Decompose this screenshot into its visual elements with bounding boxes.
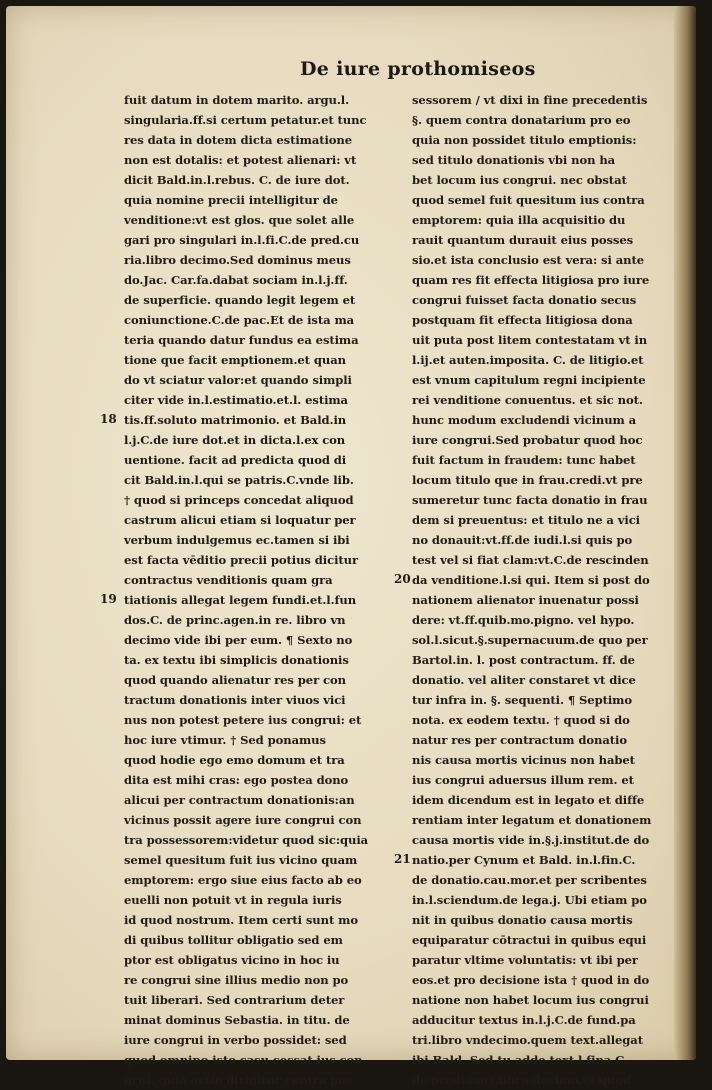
text-line: ibi Bald. Sed tu adde text.l.fina.C. — [412, 1053, 629, 1067]
text-line: equiparatur cōtractui in quibus equi — [412, 933, 647, 947]
margin-number: 18 — [100, 412, 117, 426]
text-line: dere: vt.ff.quib.mo.pigno. vel hypo. — [412, 613, 635, 627]
text-line: natione non habet locum ius congrui — [412, 993, 649, 1007]
text-line: paratur vltime voluntatis: vt ibi per — [412, 953, 638, 967]
text-line: tri.libro vndecimo.quem text.allegat — [412, 1033, 643, 1047]
text-line: tiationis allegat legem fundi.et.l.fun — [124, 593, 357, 607]
text-line: grui: quia actio dirigitur contra pos — [124, 1073, 353, 1087]
running-header: De iure prothomiseos — [300, 58, 536, 80]
text-line: sol.l.sicut.§.supernacuum.de quo per — [412, 633, 648, 647]
text-line: id quod nostrum. Item certi sunt mo — [124, 913, 358, 927]
text-line: l.ij.et auten.imposita. C. de litigio.et — [412, 353, 644, 367]
text-line: quod semel fuit quesitum ius contra — [412, 193, 645, 207]
text-line: decimo vide ibi per eum. ¶ Sexto no — [124, 633, 353, 647]
text-line: postquam fit effecta litigiosa dona — [412, 313, 633, 327]
text-line: minat dominus Sebastia. in titu. de — [124, 1013, 350, 1027]
text-line: singularia.ff.si certum petatur.et tunc — [124, 113, 367, 127]
text-line: uit puta post litem contestatam vt in — [412, 333, 648, 347]
text-line: gari pro singulari in.l.fi.C.de pred.cu — [124, 233, 360, 247]
text-line: tra possessorem:videtur quod sic:quia — [124, 833, 369, 847]
text-line: quod omnino isto casu cessat ius con — [124, 1053, 363, 1067]
margin-number: 21 — [394, 852, 411, 866]
text-line: nationem alienator inuenatur possi — [412, 593, 639, 607]
text-line: cit Bald.in.l.qui se patris.C.vnde lib. — [124, 473, 354, 487]
text-line: do.Jac. Car.fa.dabat sociam in.l.j.ff. — [124, 273, 348, 287]
text-line: contractus venditionis quam gra — [124, 573, 333, 587]
right-text-column — [412, 90, 684, 1090]
text-line: Bartol.in. l. post contractum. ff. de — [412, 653, 635, 667]
text-line: dem si preuentus: et titulo ne a vici — [412, 513, 640, 527]
text-line: tur infra in. §. sequenti. ¶ Septimo — [412, 693, 632, 707]
text-line: l.j.C.de iure dot.et in dicta.l.ex con — [124, 433, 346, 447]
text-line: adducitur textus in.l.j.C.de fund.pa — [412, 1013, 636, 1027]
text-line: congrui fuisset facta donatio secus — [412, 293, 637, 307]
text-line: natio.per Cynum et Bald. in.l.fin.C. — [412, 853, 636, 867]
text-line: §. quem contra donatarium pro eo — [412, 113, 631, 127]
text-line: † quod si princeps concedat aliquod — [124, 493, 354, 507]
text-line: bet locum ius congrui. nec obstat — [412, 173, 627, 187]
text-line: fuit datum in dotem marito. argu.l. — [124, 93, 350, 107]
text-line: tis.ff.soluto matrimonio. et Bald.in — [124, 413, 347, 427]
text-line: de donatio.cau.mor.et per scribentes — [412, 873, 647, 887]
text-line: iure congrui in verbo possidet: sed — [124, 1033, 347, 1047]
text-line: non est dotalis: et potest alienari: vt — [124, 153, 357, 167]
text-line: ria.libro decimo.Sed dominus meus — [124, 253, 351, 267]
text-line: ius congrui aduersus illum rem. et — [412, 773, 634, 787]
text-line: sumeretur tunc facta donatio in frau — [412, 493, 648, 507]
text-line: castrum alicui etiam si loquatur per — [124, 513, 356, 527]
margin-number: 20 — [394, 572, 411, 586]
text-line: iure congrui.Sed probatur quod hoc — [412, 433, 643, 447]
text-line: nis causa mortis vicinus non habet — [412, 753, 635, 767]
text-line: verbum indulgemus ec.tamen si ibi — [124, 533, 350, 547]
text-line: venditione:vt est glos. que solet alle — [124, 213, 355, 227]
text-line: sessorem / vt dixi in fine precedentis — [412, 93, 648, 107]
text-line: coniunctione.C.de pac.Et de ista ma — [124, 313, 355, 327]
text-line: est facta vēditio precii potius dicitur — [124, 553, 358, 567]
text-line: est vnum capitulum regni incipiente — [412, 373, 646, 387]
text-line: uentione. facit ad predicta quod di — [124, 453, 347, 467]
text-line: res data in dotem dicta estimatione — [124, 133, 353, 147]
text-line: ptor est obligatus vicino in hoc iu — [124, 953, 340, 967]
text-line: donatio. vel aliter constaret vt dice — [412, 673, 636, 687]
text-line: quia non possidet titulo emptionis: — [412, 133, 637, 147]
text-line: do vt sciatur valor:et quando simpli — [124, 373, 352, 387]
text-line: nota. ex eodem textu. † quod si do — [412, 713, 630, 727]
text-line: hunc modum excludendi vicinum a — [412, 413, 637, 427]
text-line: nus non potest petere ius congrui: et — [124, 713, 362, 727]
text-line: dicit Bald.in.l.rebus. C. de iure dot. — [124, 173, 350, 187]
text-line: semel quesitum fuit ius vicino quam — [124, 853, 358, 867]
text-line: emptorem: ergo siue eius facto ab eo — [124, 873, 362, 887]
text-line: teria quando datur fundus ea estima — [124, 333, 359, 347]
text-line: da venditione.l.si qui. Item si post do — [412, 573, 650, 587]
text-line: eos.et pro decisione ista † quod in do — [412, 973, 650, 987]
text-line: re congrui sine illius medio non po — [124, 973, 349, 987]
text-line: vicinus possit agere iure congrui con — [124, 813, 362, 827]
text-line: alicui per contractum donationis:an — [124, 793, 355, 807]
text-line: rauit quantum durauit eius posses — [412, 233, 634, 247]
text-line: emptorem: quia illa acquisitio du — [412, 213, 626, 227]
text-line: no donauit:vt.ff.de iudi.l.si quis po — [412, 533, 633, 547]
text-line: nit in quibus donatio causa mortis — [412, 913, 633, 927]
text-line: de superficie. quando legit legem et — [124, 293, 356, 307]
text-line: locum titulo que in frau.credi.vt pre — [412, 473, 643, 487]
text-line: citer vide in.l.estimatio.et.l. estima — [124, 393, 348, 407]
text-line: tione que facit emptionem.et quan — [124, 353, 346, 367]
text-line: idem dicendum est in legato et diffe — [412, 793, 645, 807]
text-line: di quibus tollitur obligatio sed em — [124, 933, 343, 947]
text-line: tractum donationis inter viuos vici — [124, 693, 346, 707]
text-line: dita est mihi cras: ego postea dono — [124, 773, 349, 787]
text-line: quia nomine precii intelligitur de — [124, 193, 338, 207]
text-line: ta. ex textu ibi simplicis donationis — [124, 653, 349, 667]
text-line: hoc iure vtimur. † Sed ponamus — [124, 733, 326, 747]
text-line: sio.et ista conclusio est vera: si ante — [412, 253, 645, 267]
text-line: rentiam inter legatum et donationem — [412, 813, 652, 827]
text-line: quam res fit effecta litigiosa pro iure — [412, 273, 650, 287]
text-line: in.l.sciendum.de lega.j. Ubi etiam po — [412, 893, 647, 907]
text-line: de predi.curi.libro decimo.et quod — [412, 1073, 632, 1087]
text-line: quod hodie ego emo domum et tra — [124, 753, 345, 767]
text-line: quod quando alienatur res per con — [124, 673, 346, 687]
text-line: natur res per contractum donatio — [412, 733, 627, 747]
text-line: tuit liberari. Sed contrarium deter — [124, 993, 345, 1007]
text-line: sed titulo donationis vbi non ha — [412, 153, 616, 167]
text-line: causa mortis vide in.§.j.institut.de do — [412, 833, 650, 847]
text-line: rei venditione conuentus. et sic not. — [412, 393, 643, 407]
text-line: test vel si fiat clam:vt.C.de rescinden — [412, 553, 649, 567]
text-line: euelli non potuit vt in regula iuris — [124, 893, 342, 907]
margin-number: 19 — [100, 592, 117, 606]
left-text-column — [124, 90, 396, 1090]
text-line: fuit factum in fraudem: tunc habet — [412, 453, 636, 467]
text-line: dos.C. de princ.agen.in re. libro vn — [124, 613, 346, 627]
